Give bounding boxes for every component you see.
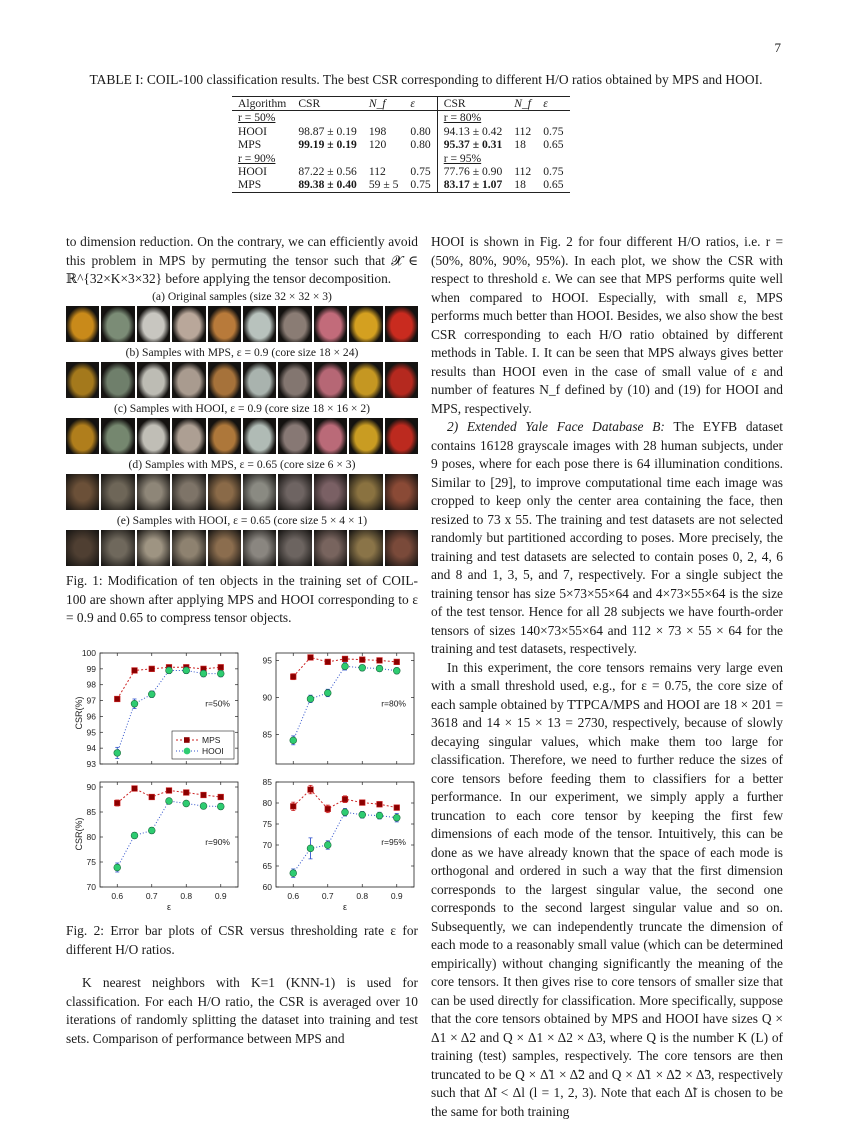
sample-image (137, 418, 170, 454)
x-tick-label: 0.7 (322, 891, 334, 901)
sample-image (314, 418, 347, 454)
data-point-hooi (307, 695, 314, 702)
sample-image (385, 418, 418, 454)
table-cell: 0.75 (404, 178, 437, 192)
sample-image (349, 362, 382, 398)
sample-image (172, 362, 205, 398)
x-tick-label: 0.9 (391, 891, 403, 901)
table-cell (292, 152, 363, 165)
y-tick-label: 75 (263, 819, 273, 829)
sample-image (137, 530, 170, 566)
table-cell: 0.65 (537, 138, 569, 151)
sample-image (208, 418, 241, 454)
results-table (232, 96, 570, 193)
sample-image (349, 474, 382, 510)
y-tick-label: 94 (87, 743, 97, 753)
sample-image (66, 418, 99, 454)
y-tick-label: 60 (263, 882, 273, 892)
y-tick-label: 65 (263, 861, 273, 871)
data-point-mps (325, 659, 331, 665)
sample-image (172, 474, 205, 510)
table-cell: HOOI (232, 165, 292, 178)
sample-image (101, 530, 134, 566)
table-cell: 98.87 ± 0.19 (292, 125, 363, 138)
data-point-hooi (131, 832, 138, 839)
table-row (232, 125, 570, 138)
left-bottom-paragraph (66, 974, 418, 1048)
sample-strip (66, 362, 418, 398)
table-cell: 18 (508, 138, 537, 151)
sample-image (172, 418, 205, 454)
table-cell: 112 (363, 165, 405, 178)
sample-image (314, 362, 347, 398)
sample-strip (66, 306, 418, 342)
table-cell: r = 50% (232, 111, 292, 125)
table-cell: 99.19 ± 0.19 (292, 138, 363, 151)
sample-image (101, 418, 134, 454)
data-point-hooi (200, 670, 207, 677)
subfigure-label: (c) Samples with HOOI, ε = 0.9 (core size 18 × 16 × 2) (66, 401, 418, 416)
data-point-hooi (359, 664, 366, 671)
figure-1 (66, 289, 418, 628)
x-tick-label: 0.8 (356, 891, 368, 901)
table-cell: HOOI (232, 125, 292, 138)
data-point-mps (394, 659, 400, 665)
data-point-mps (166, 788, 172, 794)
subfigure-label: (d) Samples with MPS, ε = 0.65 (core size 6 × 3) (66, 457, 418, 472)
data-point-mps (114, 800, 120, 806)
sample-image (385, 474, 418, 510)
data-point-hooi (217, 803, 224, 810)
data-point-hooi (342, 663, 349, 670)
data-point-hooi (131, 700, 138, 707)
data-point-mps (308, 787, 314, 793)
table-row (232, 138, 570, 151)
sample-image (243, 530, 276, 566)
sample-image (278, 362, 311, 398)
table-cell: r = 80% (437, 111, 508, 125)
table-cell: 89.38 ± 0.40 (292, 178, 363, 192)
panel-label: r=95% (381, 837, 406, 847)
y-tick-label: 85 (87, 807, 97, 817)
data-point-mps (325, 806, 331, 812)
sample-image (101, 362, 134, 398)
sample-image (243, 306, 276, 342)
legend-marker-hooi (184, 748, 191, 755)
data-point-mps (132, 786, 138, 792)
table-cell: 77.76 ± 0.90 (437, 165, 508, 178)
table-cell: 0.80 (404, 125, 437, 138)
data-point-hooi (114, 750, 121, 757)
data-point-mps (290, 804, 296, 810)
y-tick-label: 93 (87, 759, 97, 769)
data-point-mps (394, 805, 400, 811)
table-cell: 18 (508, 178, 537, 192)
data-point-hooi (393, 814, 400, 821)
table-cell: 0.75 (537, 165, 569, 178)
data-point-mps (308, 655, 314, 661)
table-cell (292, 111, 363, 125)
sample-image (137, 362, 170, 398)
data-point-hooi (200, 803, 207, 810)
table-cell: r = 90% (232, 152, 292, 165)
th-nf: N_f (363, 97, 405, 111)
subfigure-label: (e) Samples with HOOI, ε = 0.65 (core size 5 × 4 × 1) (66, 513, 418, 528)
sample-image (278, 474, 311, 510)
data-point-hooi (148, 691, 155, 698)
data-point-mps (359, 657, 365, 663)
th-eps: ε (404, 97, 437, 111)
th-eps-2: ε (537, 97, 569, 111)
table-cell: 0.75 (537, 125, 569, 138)
sample-image (349, 306, 382, 342)
data-point-mps (114, 696, 120, 702)
sample-image (208, 362, 241, 398)
data-point-mps (183, 790, 189, 796)
sample-image (208, 530, 241, 566)
table-cell (404, 111, 437, 125)
sample-strip (66, 418, 418, 454)
table-cell: MPS (232, 178, 292, 192)
sample-image (66, 474, 99, 510)
y-tick-label: 85 (263, 777, 273, 787)
table-cell (363, 152, 405, 165)
y-tick-label: 70 (263, 840, 273, 850)
data-point-mps (218, 664, 224, 670)
data-point-hooi (324, 690, 331, 697)
data-point-mps (377, 658, 383, 664)
table-caption: TABLE I: COIL-100 classification results. The best CSR corresponding to different H/O ratios obtained by MPS and HOOI. (66, 72, 786, 88)
data-point-mps (149, 666, 155, 672)
sample-image (101, 474, 134, 510)
data-point-mps (201, 792, 207, 798)
table-row (232, 165, 570, 178)
subfigure-label: (a) Original samples (size 32 × 32 × 3) (66, 289, 418, 304)
y-tick-label: 98 (87, 680, 97, 690)
table-cell: 198 (363, 125, 405, 138)
y-tick-label: 96 (87, 711, 97, 721)
sample-strip (66, 474, 418, 510)
figure-2-caption: Fig. 2: Error bar plots of CSR versus thresholding rate ε for different H/O ratios. (66, 922, 418, 959)
data-point-mps (342, 796, 348, 802)
y-tick-label: 99 (87, 664, 97, 674)
sample-image (243, 418, 276, 454)
sample-image (385, 306, 418, 342)
sample-image (172, 306, 205, 342)
x-axis-label: ε (167, 902, 171, 912)
sample-image (208, 474, 241, 510)
sample-image (314, 306, 347, 342)
y-axis-label: CSR(%) (74, 817, 84, 850)
section-title: 2) Extended Yale Face Database B: (447, 419, 665, 434)
table-cell: 0.80 (404, 138, 437, 151)
y-tick-label: 97 (87, 696, 97, 706)
th-csr-2: CSR (437, 97, 508, 111)
data-point-hooi (376, 812, 383, 819)
table-cell (537, 152, 569, 165)
th-nf-2: N_f (508, 97, 537, 111)
sample-image (208, 306, 241, 342)
data-point-hooi (290, 870, 297, 877)
sample-image (137, 306, 170, 342)
y-tick-label: 95 (263, 655, 273, 665)
table-cell (508, 111, 537, 125)
table-cell: r = 95% (437, 152, 508, 165)
data-point-mps (342, 656, 348, 662)
panel-label: r=80% (381, 698, 406, 708)
x-axis-label: ε (343, 902, 347, 912)
sample-image (314, 530, 347, 566)
th-algorithm: Algorithm (232, 97, 292, 111)
y-tick-label: 85 (263, 729, 273, 739)
sample-image (278, 306, 311, 342)
sample-image (278, 418, 311, 454)
figure-2-chart (72, 642, 422, 919)
paragraph-text: to dimension reduction. On the contrary, we can efficiently avoid this problem in MPS by permuting the tensor such that 𝓧 ∈ ℝ^{32×K×3×32} before applying the tensor decomposition. (66, 233, 418, 289)
table-cell: 59 ± 5 (363, 178, 405, 192)
data-point-mps (149, 794, 155, 800)
table-cell (537, 111, 569, 125)
table-cell: 83.17 ± 1.07 (437, 178, 508, 192)
data-point-mps (359, 800, 365, 806)
paragraph-2: The EYFB dataset contains 16128 grayscale images with 28 human subjects, under 9 poses, where for each pose there is 64 illumination conditions. Similar to [29], to improve computational time each image was cropped to keep only the center area containing the face, then resized to 73 x 55. The training and test datasets are not selected randomly but partitioned according to poses. More precisely, the training and test datasets are selected to contain poses 0, 2, 4, 6 and 8 and 1, 3, 5, and 7, respectively. For a single subject the training tensor has size 5×73×55×64 and 4×73×55×64 is the size of the test tensor. Hence for all 28 subjects we have fourth-order tensors of sizes 140×73×55×64 and 112 × 73 × 55 × 64 for the training and test datasets, respectively. (431, 419, 783, 656)
y-tick-label: 80 (87, 832, 97, 842)
data-point-hooi (307, 845, 314, 852)
data-point-mps (377, 801, 383, 807)
sample-image (349, 418, 382, 454)
data-point-hooi (166, 667, 173, 674)
table-cell: 0.65 (537, 178, 569, 192)
x-tick-label: 0.6 (287, 891, 299, 901)
sample-image (243, 474, 276, 510)
panel-label: r=50% (205, 698, 230, 708)
data-point-hooi (148, 827, 155, 834)
x-tick-label: 0.7 (146, 891, 158, 901)
th-csr: CSR (292, 97, 363, 111)
data-point-mps (218, 794, 224, 800)
sample-image (243, 362, 276, 398)
sample-image (137, 474, 170, 510)
table-cell: 87.22 ± 0.56 (292, 165, 363, 178)
sample-image (385, 530, 418, 566)
page-number: 7 (775, 40, 782, 56)
table-cell (508, 152, 537, 165)
table-cell: 112 (508, 125, 537, 138)
data-point-hooi (324, 842, 331, 849)
legend-label-mps: MPS (202, 735, 221, 745)
y-tick-label: 80 (263, 798, 273, 808)
sample-image (66, 362, 99, 398)
table-cell (363, 111, 405, 125)
data-point-hooi (114, 864, 121, 871)
data-point-hooi (183, 800, 190, 807)
y-tick-label: 75 (87, 857, 97, 867)
sample-image (172, 530, 205, 566)
table-cell: MPS (232, 138, 292, 151)
figure-1-caption: Fig. 1: Modification of ten objects in the training set of COIL-100 are shown after applying MPS and HOOI corresponding to ε = 0.9 and 0.65 to compress tensor objects. (66, 572, 418, 628)
table-header-row (232, 97, 570, 111)
table-cell: 112 (508, 165, 537, 178)
table-cell: 95.37 ± 0.31 (437, 138, 508, 151)
y-tick-label: 95 (87, 727, 97, 737)
table-row (232, 152, 570, 165)
error-bar-chart (72, 642, 422, 914)
data-point-hooi (359, 811, 366, 818)
x-tick-label: 0.6 (111, 891, 123, 901)
table-cell: 0.75 (404, 165, 437, 178)
y-tick-label: 100 (82, 648, 96, 658)
y-axis-label: CSR(%) (74, 696, 84, 729)
table-cell: 94.13 ± 0.42 (437, 125, 508, 138)
table-row (232, 111, 570, 125)
x-tick-label: 0.9 (215, 891, 227, 901)
data-point-hooi (166, 798, 173, 805)
data-point-mps (290, 674, 296, 680)
legend-label-hooi: HOOI (202, 746, 224, 756)
sample-image (66, 306, 99, 342)
y-tick-label: 70 (87, 882, 97, 892)
y-tick-label: 90 (87, 782, 97, 792)
data-point-hooi (393, 667, 400, 674)
sample-image (349, 530, 382, 566)
paragraph-1: HOOI is shown in Fig. 2 for four different H/O ratios, i.e. r = (50%, 80%, 90%, 95%). In each plot, we show the CSR with respect to threshold ε. We can see that MPS performs quite well when compared to HOOI. Especially, with small ε, MPS performs much better than HOOI. Besides, we also show the best CSR corresponding to each H/O ratio obtained by different methods in Table. I. It can be seen that MPS always gives better results than HOOI even in the case of small value of ε and number of features N_f defined by (10) and (19) for HOOI and MPS, respectively. (431, 233, 783, 418)
data-point-hooi (290, 737, 297, 744)
legend-marker-mps (184, 737, 190, 743)
data-point-hooi (376, 665, 383, 672)
sample-image (385, 362, 418, 398)
right-column (431, 233, 783, 1121)
x-tick-label: 0.8 (180, 891, 192, 901)
subfigure-label: (b) Samples with MPS, ε = 0.9 (core size 18 × 24) (66, 345, 418, 360)
sample-strip (66, 530, 418, 566)
data-point-hooi (217, 670, 224, 677)
panel-label: r=90% (205, 837, 230, 847)
sample-image (314, 474, 347, 510)
table-cell: 120 (363, 138, 405, 151)
left-top-paragraph (66, 233, 418, 289)
data-point-hooi (342, 809, 349, 816)
sample-image (278, 530, 311, 566)
data-point-hooi (183, 667, 190, 674)
data-point-mps (132, 668, 138, 674)
table-cell (404, 152, 437, 165)
sample-image (101, 306, 134, 342)
table-row (232, 178, 570, 192)
paragraph-text: K nearest neighbors with K=1 (KNN-1) is used for classification. For each H/O ratio, the CSR is averaged over 10 iterations of randomly splitting the dataset into training and test sets. Comparison of performance between MPS and (66, 974, 418, 1048)
paragraph-3: In this experiment, the core tensors remains very large even with a small threshold used, e.g., for ε = 0.75, the core size of each sample obtained by TTPCA/MPS and HOOI are 18 × 201 = 3618 and 14 × 15 × 13 = 2730, respectively, because of slowly decaying singular values, which make them too large for classification. Therefore, we need to further reduce the sizes of core tensors before feeding them to classifiers for a better performance. In our experiment, we simply apply a further truncation to each core tensor by keeping the first few dimensions of each mode of the tensor. Intuitively, this can be done as we have already known that the space of each mode is orthogonal and ordered in such a way that the first dimension corresponds to the largest singular value, the second one corresponds to the second largest singular value and so on. Subsequently, we can independently truncate the dimension of each mode to a reasonably small value (which can be determined empirically) without changing significantly the meaning of the core tensors. It then gives rise to core tensors of smaller size that can be used directly for classification. More specifically, suppose that the core tensors obtained by MPS and HOOI have sizes Q × Δ1 × Δ2 and Q × Δ1 × Δ2 × Δ3, where Q is the number K (L) of training (test) samples, respectively. The core tensors are then truncated to be Q × Δ̃1 × Δ̃2 and Q × Δ̃1 × Δ̃2 × Δ̃3, respectively such that Δ̃l < Δl (l = 1, 2, 3). Note that each Δ̃l is chosen to be the same for both training (431, 659, 783, 1121)
sample-image (66, 530, 99, 566)
y-tick-label: 90 (263, 692, 273, 702)
